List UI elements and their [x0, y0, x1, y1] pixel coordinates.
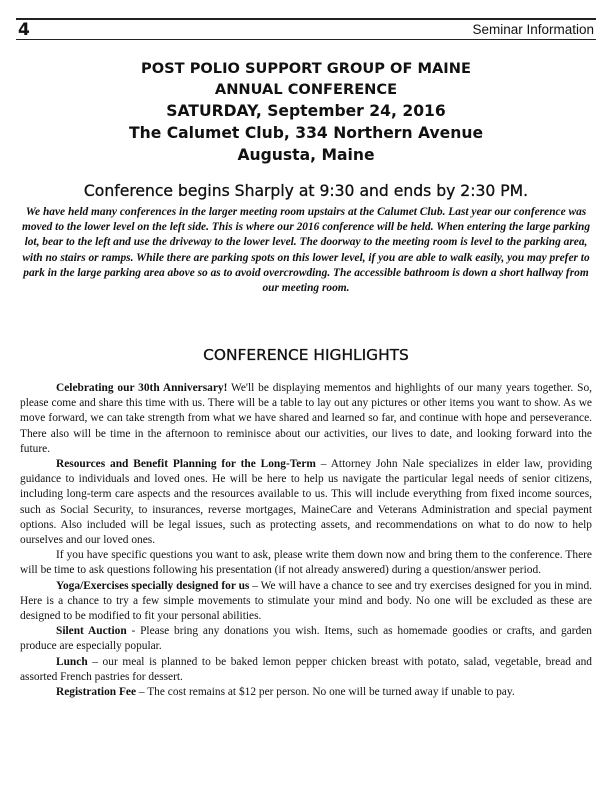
- fee-paragraph: [20, 685, 592, 700]
- intro-paragraph: We have held many conferences in the larger meeting room upstairs at the Calumet Club. Last year our conference was moved to the lower level on the left side. This is where our 2016 conference will be held. When entering the large parking lot, bear to the left and use the driveway to the lower level. The doorway to the meeting room is level to the parking area, with no stairs or ramps. While there are parking spots on this lower level, if you are able to walk easily, you may prefer to park in the large parking area above so as to avoid overcrowding. The accessible bathroom is down a short hallway from our meeting room.: [21, 206, 591, 295]
- auction-paragraph: [20, 624, 592, 654]
- fee-heading: Registration Fee: [56, 686, 137, 699]
- title-event: ANNUAL CONFERENCE: [214, 81, 398, 98]
- highlights-heading: CONFERENCE HIGHLIGHTS: [203, 346, 409, 364]
- title-date: SATURDAY, September 24, 2016: [166, 102, 446, 120]
- auction-text: - Please bring any donations you wish. Items, such as homemade goodies or crafts, and garden produce are especially popular.: [20, 625, 592, 653]
- fee-text: – The cost remains at $12 per person. No one will be turned away if unable to pay.: [136, 686, 515, 699]
- conference-times: Conference begins Sharply at 9:30 and ends by 2:30 PM.: [83, 182, 529, 200]
- resources-heading: Resources and Benefit Planning for the Long-Term: [56, 458, 316, 471]
- resources-text: – Attorney John Nale specializes in elder law, providing guidance to individuals and loved ones. He will be here to help us navigate the particular legal needs of senior citizens, including long-term care aspects and the resources available to us. This will include everything from fixed income sources, such as Social Security, to insurances, reverse mortgages, MaineCare and Veterans Administration and special payment options. Also included will be legal issues, such as protecting assets, and recommendations on what to do now to help ourselves and our loved ones.: [20, 458, 593, 547]
- yoga-text: – We will have a chance to see and try exercises designed for you in mind. Here is a chance to try a few simple movements to stimulate your mind and body. No one will be excluded as these are designed to be modified to fit your personal abilities.: [20, 579, 592, 623]
- lunch-heading: Lunch: [56, 655, 88, 668]
- questions-text: If you have specific questions you want to ask, please write them down now and bring them to the conference. There will be time to ask questions following his presentation (if not already answered) during a question/answer period.: [20, 549, 592, 577]
- page-number: 4: [18, 19, 30, 40]
- lunch-paragraph: [20, 655, 592, 685]
- title-city: Augusta, Maine: [237, 146, 375, 164]
- title-venue: The Calumet Club, 334 Northern Avenue: [128, 124, 484, 142]
- anniversary-text: We'll be displaying mementos and highlights of our many years together. So, please come and share this time with us. There will be a table to lay out any pictures or other items you want to show. As we move forward, we can take strength from what we have shared and learned so far, and continue with hope and perseverance. There also will be time in the afternoon to reminisce about our activities, our lives to date, and looking forward into the future.: [20, 382, 592, 455]
- anniversary-paragraph: [20, 381, 592, 457]
- highlights-body: [20, 381, 592, 700]
- title-org: POST POLIO SUPPORT GROUP OF MAINE: [141, 60, 471, 77]
- yoga-heading: Yoga/Exercises specially designed for us: [56, 579, 250, 592]
- title-block: [16, 58, 596, 166]
- page-header: [16, 18, 596, 40]
- resources-paragraph: [20, 457, 592, 548]
- yoga-paragraph: [20, 579, 592, 625]
- anniversary-heading: Celebrating our 30th Anniversary!: [56, 382, 228, 394]
- lunch-text: – our meal is planned to be baked lemon pepper chicken breast with potato, salad, vegetable, bread and assorted French pastries for dessert.: [20, 655, 592, 683]
- questions-paragraph: [20, 548, 592, 578]
- auction-heading: Silent Auction: [56, 625, 127, 638]
- section-name: Seminar Information: [472, 21, 594, 37]
